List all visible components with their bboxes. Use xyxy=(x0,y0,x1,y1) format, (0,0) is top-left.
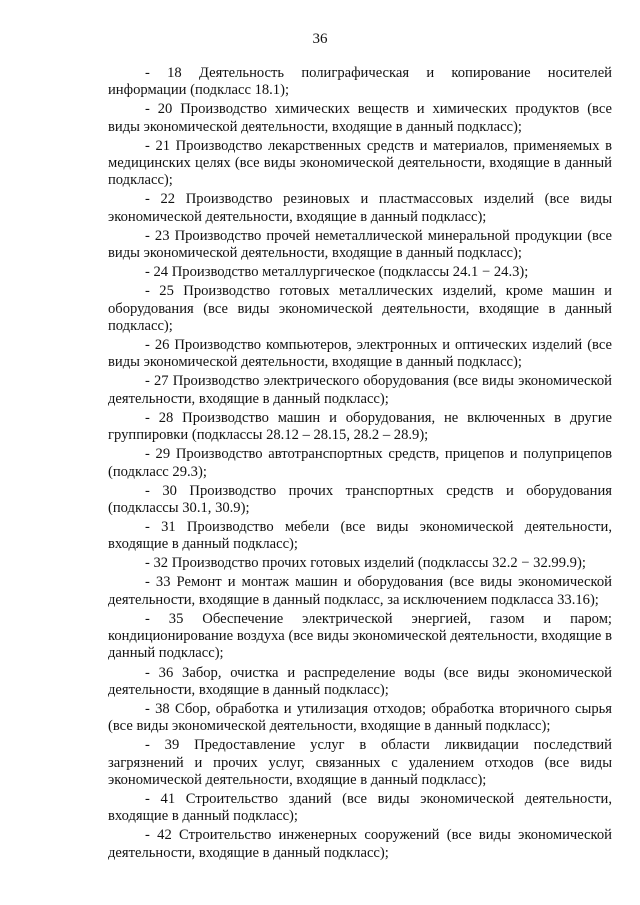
list-item: - 32 Производство прочих готовых изделий (подклассы 32.2 − 32.99.9); xyxy=(145,555,586,572)
list-item: - 41 Строительство зданий (все виды экономической деятельности, входящие в данный подкласс); xyxy=(108,791,612,825)
list-item: - 31 Производство мебели (все виды экономической деятельности, входящие в данный подкласс); xyxy=(108,518,612,553)
list-item: - 35 Обеспечение электрической энергией, газом и паром; кондиционирование воздуха (все виды экономической деятельности, входящие в данный подкласс); xyxy=(108,610,612,662)
list-item: - 21 Производство лекарственных средств и материалов, применяемых в медицинских целях (все виды экономической деятельности, входящие в данный подкласс); xyxy=(108,137,612,189)
document-body xyxy=(108,65,612,864)
list-item: - 27 Производство электрического оборудования (все виды экономической деятельности, входящие в данный подкласс); xyxy=(108,373,612,407)
list-item: - 36 Забор, очистка и распределение воды (все виды экономической деятельности, входящие в данный подкласс); xyxy=(108,664,612,698)
list-item: - 28 Производство машин и оборудования, не включенных в другие группировки (подклассы 28.12 – 28.15, 28.2 – 28.9); xyxy=(108,409,612,444)
list-item: - 38 Сбор, обработка и утилизация отходов; обработка вторичного сырья (все виды экономической деятельности, входящие в данный подкласс); xyxy=(108,700,612,735)
list-item: - 25 Производство готовых металлических изделий, кроме машин и оборудования (все виды экономической деятельности, входящие в данный подкласс); xyxy=(108,283,612,334)
list-item: - 24 Производство металлургическое (подклассы 24.1 − 24.3); xyxy=(145,264,529,281)
list-item: - 30 Производство прочих транспортных средств и оборудования (подклассы 30.1, 30.9); xyxy=(108,482,612,516)
list-item: - 20 Производство химических веществ и химических продуктов (все виды экономической деятельности, входящие в данный подкласс); xyxy=(108,101,612,135)
list-item: - 39 Предоставление услуг в области ликвидации последствий загрязнений и прочих услуг, связанных с удалением отходов (все виды экономической деятельности, входящие в данный подкласс); xyxy=(108,737,612,788)
list-item: - 42 Строительство инженерных сооружений (все виды экономической деятельности, входящие в данный подкласс); xyxy=(108,827,612,861)
list-item: - 18 Деятельность полиграфическая и копирование носителей информации (подкласс 18.1); xyxy=(108,65,612,99)
list-item: - 33 Ремонт и монтаж машин и оборудования (все виды экономической деятельности, входящие в данный подкласс, за исключением подкласса 33.16); xyxy=(108,574,612,608)
page-number: 36 xyxy=(312,31,328,47)
list-item: - 22 Производство резиновых и пластмассовых изделий (все виды экономической деятельности, входящие в данный подкласс); xyxy=(108,191,612,225)
list-item: - 29 Производство автотранспортных средств, прицепов и полуприцепов (подкласс 29.3); xyxy=(108,446,612,480)
list-item: - 23 Производство прочей неметаллической минеральной продукции (все виды экономической деятельности, входящие в данный подкласс); xyxy=(108,227,612,262)
list-item: - 26 Производство компьютеров, электронных и оптических изделий (все виды экономической деятельности, входящие в данный подкласс); xyxy=(108,337,612,371)
